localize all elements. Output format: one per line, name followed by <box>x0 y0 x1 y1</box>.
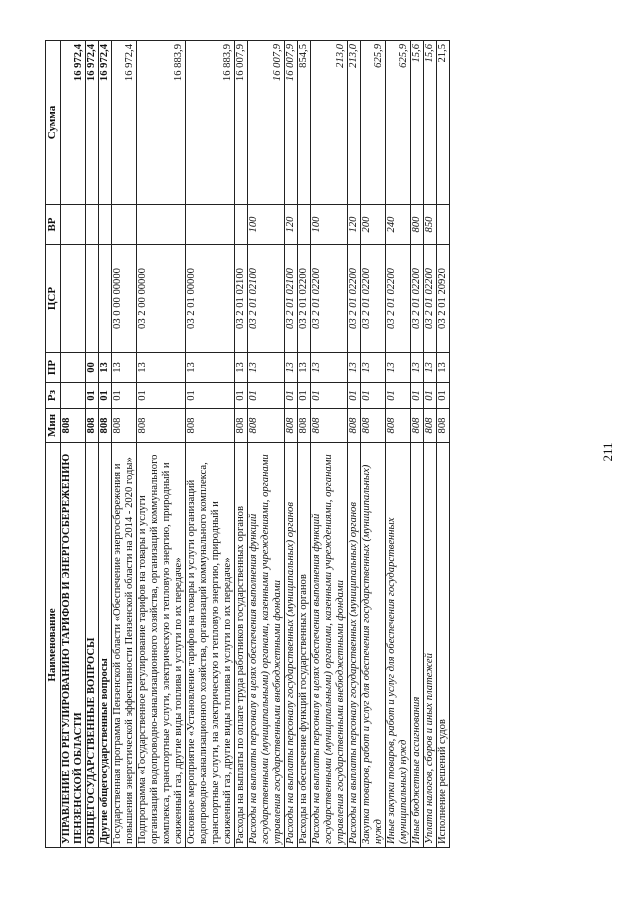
cell-rz: 01 <box>99 383 112 409</box>
cell-vr <box>137 205 186 245</box>
cell-name: УПРАВЛЕНИЕ ПО РЕГУЛИРОВАНИЮ ТАРИФОВ И ЭНЕРГОСБЕРЕЖЕНИЮ ПЕНЗЕНСКОЙ ОБЛАСТИ <box>61 443 86 848</box>
table-row <box>386 41 411 848</box>
cell-pr: 13 <box>137 353 186 383</box>
table-row <box>99 41 112 848</box>
page-number: 211 <box>600 442 615 462</box>
cell-name: Расходы на выплаты персоналу в целях обеспечения выполнения функций государственными (муниципальными) органами, казенными учреждениями, органами управления государственными внебюджетными фондами <box>311 443 348 848</box>
cell-sum: 21,5 <box>437 41 450 205</box>
cell-vr: 120 <box>348 205 361 245</box>
cell-csr: 03 2 01 02200 <box>411 245 424 353</box>
cell-vr: 200 <box>361 205 386 245</box>
cell-vr <box>235 205 248 245</box>
cell-min: 808 <box>298 409 311 443</box>
cell-min: 808 <box>235 409 248 443</box>
cell-rz: 01 <box>112 383 137 409</box>
cell-name: Другие общегосударственные вопросы <box>99 443 112 848</box>
cell-rz: 01 <box>311 383 348 409</box>
cell-csr <box>99 245 112 353</box>
cell-pr: 13 <box>386 353 411 383</box>
cell-pr: 00 <box>86 353 99 383</box>
cell-name: Иные закупки товаров, работ и услуг для обеспечения государственных (муниципальных) нужд <box>386 443 411 848</box>
cell-csr: 03 2 01 20920 <box>437 245 450 353</box>
cell-pr: 13 <box>411 353 424 383</box>
table-row <box>298 41 311 848</box>
cell-rz: 01 <box>285 383 298 409</box>
cell-min: 808 <box>248 409 285 443</box>
budget-table <box>45 40 450 848</box>
table-row <box>112 41 137 848</box>
table-row <box>61 41 86 848</box>
cell-vr <box>437 205 450 245</box>
cell-name: Закупка товаров, работ и услуг для обеспечения государственных (муниципальных) нужд <box>361 443 386 848</box>
rotated-page <box>45 41 573 848</box>
table-body <box>61 41 450 848</box>
table-row <box>348 41 361 848</box>
cell-pr: 13 <box>235 353 248 383</box>
cell-sum: 16 883,9 <box>186 41 235 205</box>
cell-vr <box>61 205 86 245</box>
cell-pr <box>61 353 86 383</box>
table-row <box>311 41 348 848</box>
cell-vr <box>186 205 235 245</box>
cell-min: 808 <box>311 409 348 443</box>
cell-min: 808 <box>361 409 386 443</box>
cell-vr: 100 <box>248 205 285 245</box>
cell-name: Расходы на выплаты персоналу в целях обеспечения выполнения функций государственными (муниципальными) органами, казенными учреждениями, органами управления государственными внебюджетными фондами <box>248 443 285 848</box>
cell-name: Основное мероприятие «Установление тарифов на товары и услуги организаций водопроводно-канализационного хозяйства, организаций коммунального комплекса, транспортные услуги, на электрическую и тепловую энергию, природный и сжиженный газ, другие виды топлива и услуги по их передаче» <box>186 443 235 848</box>
cell-vr: 240 <box>386 205 411 245</box>
cell-rz: 01 <box>86 383 99 409</box>
cell-sum: 213,0 <box>311 41 348 205</box>
cell-vr <box>298 205 311 245</box>
cell-csr: 03 2 01 02200 <box>348 245 361 353</box>
cell-min: 808 <box>112 409 137 443</box>
cell-min: 808 <box>137 409 186 443</box>
table-row <box>137 41 186 848</box>
header-sum: Сумма <box>46 41 61 205</box>
cell-name: ОБЩЕГОСУДАРСТВЕННЫЕ ВОПРОСЫ <box>86 443 99 848</box>
table-row <box>186 41 235 848</box>
cell-pr: 13 <box>311 353 348 383</box>
cell-pr: 13 <box>248 353 285 383</box>
cell-sum: 16 972,4 <box>86 41 99 205</box>
cell-csr: 03 2 01 02200 <box>298 245 311 353</box>
cell-sum: 15,6 <box>411 41 424 205</box>
cell-csr: 03 0 00 00000 <box>112 245 137 353</box>
cell-sum: 213,0 <box>348 41 361 205</box>
cell-name: Исполнение решений судов <box>437 443 450 848</box>
cell-pr: 13 <box>348 353 361 383</box>
cell-pr: 13 <box>285 353 298 383</box>
table-row <box>285 41 298 848</box>
cell-rz: 01 <box>235 383 248 409</box>
cell-csr: 03 2 01 02100 <box>285 245 298 353</box>
cell-rz: 01 <box>248 383 285 409</box>
cell-min: 808 <box>99 409 112 443</box>
cell-min: 808 <box>61 409 86 443</box>
cell-vr: 800 <box>411 205 424 245</box>
cell-vr: 120 <box>285 205 298 245</box>
cell-vr <box>99 205 112 245</box>
cell-sum: 16 007,9 <box>285 41 298 205</box>
cell-rz: 01 <box>137 383 186 409</box>
cell-min: 808 <box>86 409 99 443</box>
cell-csr <box>86 245 99 353</box>
cell-pr: 13 <box>186 353 235 383</box>
cell-csr: 03 2 01 00000 <box>186 245 235 353</box>
table-row <box>424 41 437 848</box>
cell-name: Расходы на выплаты персоналу государственных (муниципальных) органов <box>285 443 298 848</box>
cell-csr: 03 2 00 00000 <box>137 245 186 353</box>
cell-csr: 03 2 01 02200 <box>311 245 348 353</box>
header-vr: ВР <box>46 205 61 245</box>
cell-csr: 03 2 01 02200 <box>386 245 411 353</box>
cell-rz: 01 <box>437 383 450 409</box>
cell-pr: 13 <box>437 353 450 383</box>
cell-name: Государственная программа Пензенской области «Обеспечение энергосбережения и повышения энергетической эффективности Пензенской области на 2014 - 2020 годы» <box>112 443 137 848</box>
cell-vr <box>86 205 99 245</box>
cell-rz: 01 <box>348 383 361 409</box>
cell-name: Расходы на обеспечение функций государственных органов <box>298 443 311 848</box>
header-min: Мин <box>46 409 61 443</box>
cell-rz: 01 <box>361 383 386 409</box>
cell-vr: 100 <box>311 205 348 245</box>
header-row <box>46 41 61 848</box>
cell-pr: 13 <box>99 353 112 383</box>
cell-csr: 03 2 01 02100 <box>235 245 248 353</box>
cell-rz: 01 <box>298 383 311 409</box>
cell-name: Расходы на выплаты по оплате труда работников государственных органов <box>235 443 248 848</box>
table-row <box>411 41 424 848</box>
cell-sum: 16 883,9 <box>137 41 186 205</box>
cell-pr: 13 <box>361 353 386 383</box>
table-row <box>248 41 285 848</box>
table-row <box>437 41 450 848</box>
cell-sum: 16 972,4 <box>61 41 86 205</box>
header-name: Наименование <box>46 443 61 848</box>
cell-sum: 16 007,9 <box>248 41 285 205</box>
cell-name: Подпрограмма «Государственное регулирование тарифов на товары и услуги организаций водопроводно-канализационного хозяйства, организаций коммунального комплекса, транспортные услуги, электрическую и тепловую энергию, природный и сжиженный газ, другие виды топлива и услуги по их передаче» <box>137 443 186 848</box>
cell-rz: 01 <box>424 383 437 409</box>
cell-min: 808 <box>437 409 450 443</box>
cell-sum: 854,5 <box>298 41 311 205</box>
cell-sum: 16 972,4 <box>99 41 112 205</box>
header-rz: Рз <box>46 383 61 409</box>
cell-name: Иные бюджетные ассигнования <box>411 443 424 848</box>
header-pr: ПР <box>46 353 61 383</box>
cell-csr: 03 2 01 02200 <box>361 245 386 353</box>
cell-sum: 16 007,9 <box>235 41 248 205</box>
cell-min: 808 <box>348 409 361 443</box>
cell-sum: 625,9 <box>361 41 386 205</box>
cell-sum: 15,6 <box>424 41 437 205</box>
cell-rz <box>61 383 86 409</box>
cell-vr <box>112 205 137 245</box>
cell-vr: 850 <box>424 205 437 245</box>
cell-rz: 01 <box>386 383 411 409</box>
cell-min: 808 <box>424 409 437 443</box>
cell-min: 808 <box>285 409 298 443</box>
cell-rz: 01 <box>411 383 424 409</box>
cell-name: Уплата налогов, сборов и иных платежей <box>424 443 437 848</box>
cell-pr: 13 <box>298 353 311 383</box>
cell-csr <box>61 245 86 353</box>
cell-sum: 16 972,4 <box>112 41 137 205</box>
cell-rz: 01 <box>186 383 235 409</box>
cell-pr: 13 <box>424 353 437 383</box>
cell-sum: 625,9 <box>386 41 411 205</box>
cell-name: Расходы на выплаты персоналу государственных (муниципальных) органов <box>348 443 361 848</box>
cell-csr: 03 2 01 02100 <box>248 245 285 353</box>
table-row <box>361 41 386 848</box>
header-csr: ЦСР <box>46 245 61 353</box>
table-row <box>86 41 99 848</box>
cell-pr: 13 <box>112 353 137 383</box>
table-row <box>235 41 248 848</box>
cell-min: 808 <box>386 409 411 443</box>
cell-csr: 03 2 01 02200 <box>424 245 437 353</box>
cell-min: 808 <box>186 409 235 443</box>
cell-min: 808 <box>411 409 424 443</box>
